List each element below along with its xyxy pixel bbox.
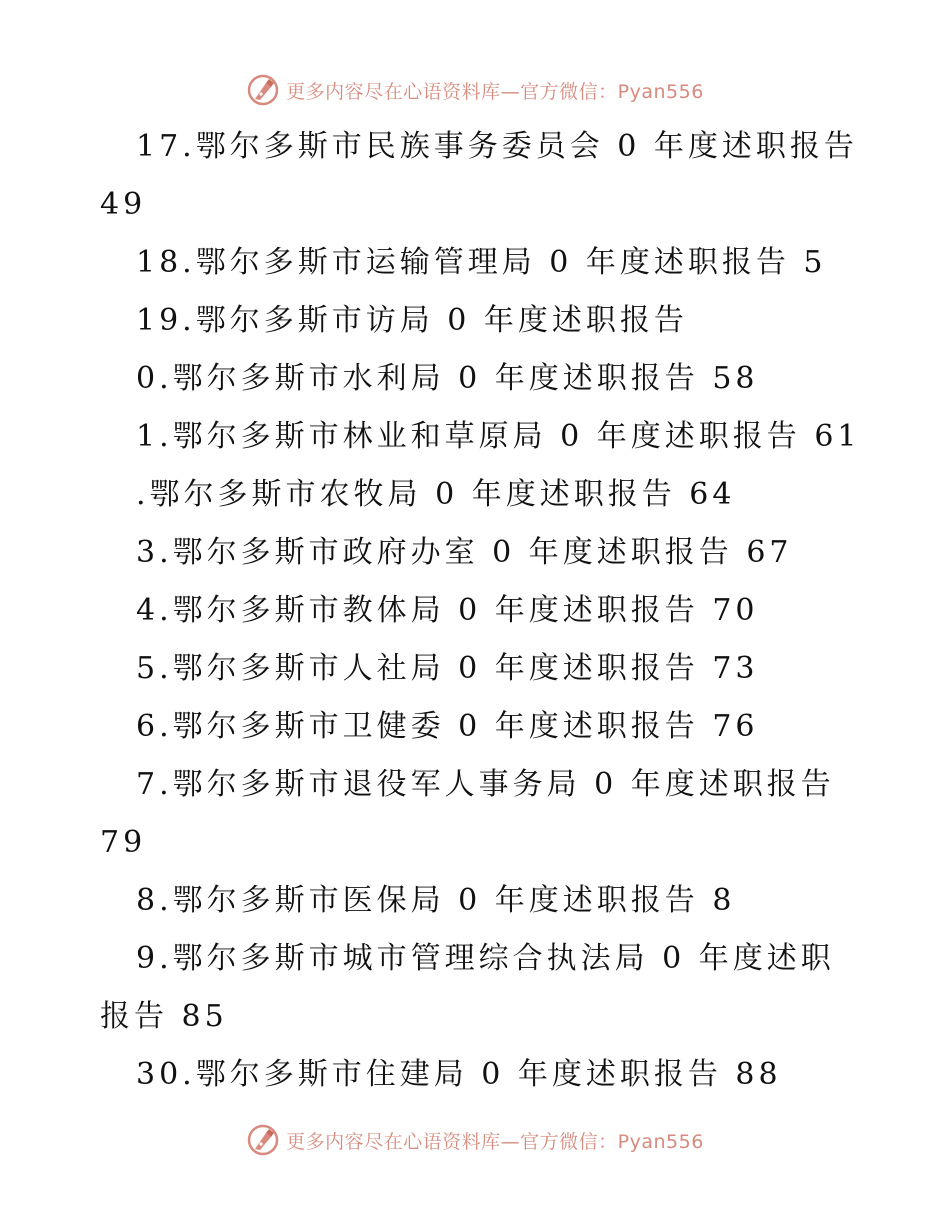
toc-line: 6.鄂尔多斯市卫健委 0 年度述职报告 76 [136,709,759,744]
toc-line: 30.鄂尔多斯市住建局 0 年度述职报告 88 [136,1057,782,1092]
toc-line: 1.鄂尔多斯市林业和草原局 0 年度述职报告 61 [136,419,861,454]
footer-text: 更多内容尽在心语资料库—官方微信：Pyan556 [286,1130,704,1153]
toc-line: .鄂尔多斯市农牧局 0 年度述职报告 64 [136,477,736,512]
toc-line: 18.鄂尔多斯市运输管理局 0 年度述职报告 5 [136,245,827,280]
toc-line: 4.鄂尔多斯市教体局 0 年度述职报告 70 [136,593,759,628]
header-banner [0,70,950,110]
toc-line: 9.鄂尔多斯市城市管理综合执法局 0 年度述职 [136,941,835,976]
toc-line: 0.鄂尔多斯市水利局 0 年度述职报告 58 [136,361,759,396]
toc-line: 3.鄂尔多斯市政府办室 0 年度述职报告 67 [136,535,793,570]
toc-list [100,118,860,1104]
toc-line-continuation: 49 [100,187,147,222]
toc-line-continuation: 报告 85 [100,999,228,1034]
pen-nib-logo-icon [246,73,280,107]
toc-line: 19.鄂尔多斯市访局 0 年度述职报告 [136,303,688,338]
toc-line-continuation: 79 [100,825,147,860]
toc-line: 17.鄂尔多斯市民族事务委员会 0 年度述职报告 [136,129,858,164]
toc-line: 5.鄂尔多斯市人社局 0 年度述职报告 73 [136,651,759,686]
toc-line: 8.鄂尔多斯市医保局 0 年度述职报告 8 [136,883,736,918]
header-text: 更多内容尽在心语资料库—官方微信：Pyan556 [286,80,704,103]
footer-banner [0,1120,950,1160]
toc-line: 7.鄂尔多斯市退役军人事务局 0 年度述职报告 [136,767,835,802]
pen-nib-logo-icon [246,1123,280,1157]
